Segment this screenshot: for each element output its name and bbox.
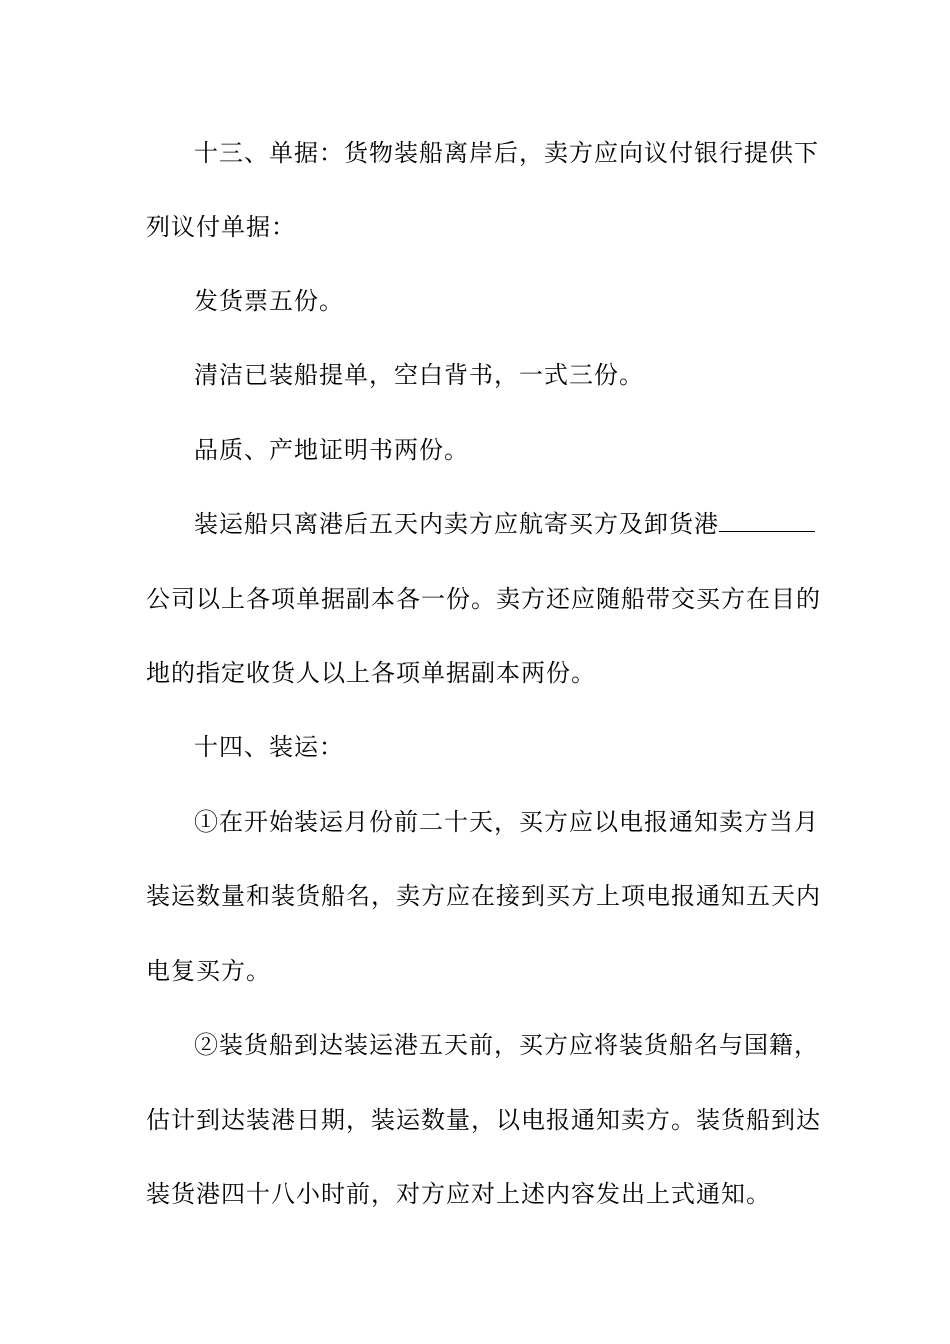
text-line: 电复买方。 (146, 957, 271, 985)
text-line: 公司以上各项单据副本各一份。卖方还应随船带交买方在目的 (146, 585, 821, 613)
text-segment: 装运船只离港后五天内卖方应航寄买方及卸货港 (194, 510, 719, 538)
text-line: 发货票五份。 (194, 287, 344, 315)
text-line-with-blank (194, 509, 815, 539)
section-14-heading: 十四、装运： (194, 733, 344, 761)
text-line: 装货港四十八小时前，对方应对上述内容发出上式通知。 (146, 1180, 771, 1208)
fill-in-blank (719, 509, 815, 532)
text-line: 估计到达装港日期，装运数量，以电报通知卖方。装货船到达 (146, 1106, 821, 1134)
text-line: 列议付单据： (146, 213, 296, 241)
text-line: 装运数量和装货船名，卖方应在接到买方上项电报通知五天内 (146, 882, 821, 910)
section-13-heading: 十三、单据：货物装船离岸后，卖方应向议付银行提供下 (194, 139, 819, 167)
text-line: 地的指定收货人以上各项单据副本两份。 (146, 659, 596, 687)
text-line: ①在开始装运月份前二十天，买方应以电报通知卖方当月 (194, 808, 819, 836)
text-line: 清洁已装船提单，空白背书，一式三份。 (194, 361, 644, 389)
text-line: ②装货船到达装运港五天前，买方应将装货船名与国籍， (194, 1031, 819, 1059)
text-line: 品质、产地证明书两份。 (194, 436, 469, 464)
